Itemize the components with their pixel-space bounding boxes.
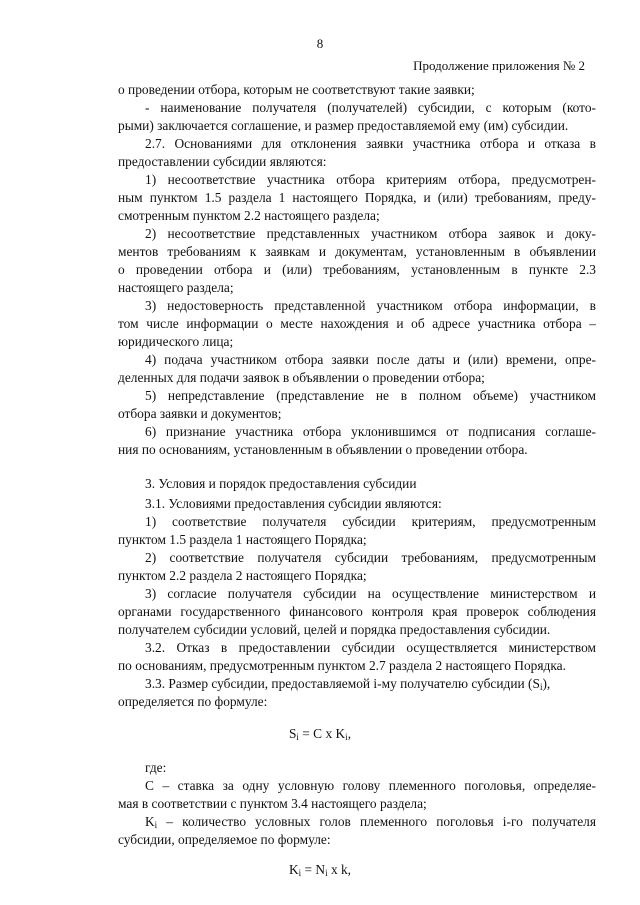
text-line: органами государственного финансового контроля края проверок соблюдения	[118, 604, 596, 619]
text-line: 5) непредставление (представление не в полном объеме) участником	[145, 388, 596, 403]
text-line: рыми) заключается соглашение, и размер предоставляемой ему (им) субсидии.	[118, 118, 569, 133]
text-line: 3.1. Условиями предоставления субсидии являются:	[145, 496, 442, 511]
text-line: 3) согласие получателя субсидии на осуществление министерством и	[145, 586, 596, 601]
text-line: 3.2. Отказ в предоставлении субсидии осуществляется министерством	[145, 640, 596, 655]
text-line: о проведении отбора, которым не соответствуют такие заявки;	[118, 82, 475, 97]
text-line: пунктом 2.2 раздела 2 настоящего Порядка;	[118, 568, 367, 583]
text-line: ментов требованиям к заявкам и документам, установленным в объявлении	[118, 244, 596, 259]
appendix-header: Продолжение приложения № 2	[413, 58, 585, 73]
text-line: смотренным пунктом 2.2 настоящего раздела;	[118, 208, 380, 223]
text-line: юридического лица;	[118, 334, 234, 349]
text-line: мая в соответствии с пунктом 3.4 настоящего раздела;	[118, 796, 427, 811]
text-line: 1) соответствие получателя субсидии критериям, предусмотренным	[145, 514, 596, 529]
text-line: предоставлении субсидии являются:	[118, 154, 327, 169]
page-number: 8	[316, 36, 324, 51]
text-line: по основаниям, предусмотренным пунктом 2.7 раздела 2 настоящего Порядка.	[118, 658, 566, 673]
formula-heads: $K_i = N_i$ x k,	[288, 862, 352, 878]
text-line: настоящего раздела;	[118, 280, 234, 295]
text-line: где:	[145, 760, 167, 775]
text-line: $K_i$ – количество условных голов племенного поголовья i-го получателя	[145, 814, 596, 830]
text-line: том числе информации о месте нахождения и об адресе участника отбора –	[118, 316, 596, 331]
text-line: 3.3. Размер субсидии, предоставляемой i-му получателю субсидии $(S_i)$,	[145, 676, 551, 692]
text-line: получателем субсидии условий, целей и порядка предоставления субсидии.	[118, 622, 551, 637]
text-line: субсидии, определяемое по формуле:	[118, 832, 331, 847]
text-line: ным пунктом 1.5 раздела 1 настоящего Порядка, и (или) требованиям, преду-	[118, 190, 596, 205]
text-line: С – ставка за одну условную голову племенного поголовья, определяе-	[145, 778, 596, 793]
formula-subsidy: $S_i = С$ х $K_i$,	[288, 726, 352, 742]
text-line: 4) подача участником отбора заявки после даты и (или) времени, опре-	[145, 352, 596, 367]
text-line: 6) признание участника отбора уклонившимся от подписания соглаше-	[145, 424, 596, 439]
text-line: ния по основаниям, установленным в объявлении о проведении отбора.	[118, 442, 528, 457]
text-line: о проведении отбора и (или) требованиям, установленным в пункте 2.3	[118, 262, 596, 277]
text-line: 1) несоответствие участника отбора критериям отбора, предусмотрен-	[145, 172, 596, 187]
text-line: 3) недостоверность представленной участником отбора информации, в	[145, 298, 596, 313]
section-heading: 3. Условия и порядок предоставления субсидии	[145, 476, 417, 491]
text-line: 2) соответствие получателя субсидии требованиям, предусмотренным	[145, 550, 596, 565]
text-line: отбора заявки и документов;	[118, 406, 282, 421]
text-line: 2) несоответствие представленных участником отбора заявок и доку-	[145, 226, 596, 241]
text-line: - наименование получателя (получателей) субсидии, с которым (кото-	[145, 100, 596, 115]
text-line: пунктом 1.5 раздела 1 настоящего Порядка;	[118, 532, 367, 547]
text-line: определяется по формуле:	[118, 694, 268, 709]
text-line: 2.7. Основаниями для отклонения заявки участника отбора и отказа в	[145, 136, 596, 151]
text-line: деленных для подачи заявок в объявлении о проведении отбора;	[118, 370, 485, 385]
